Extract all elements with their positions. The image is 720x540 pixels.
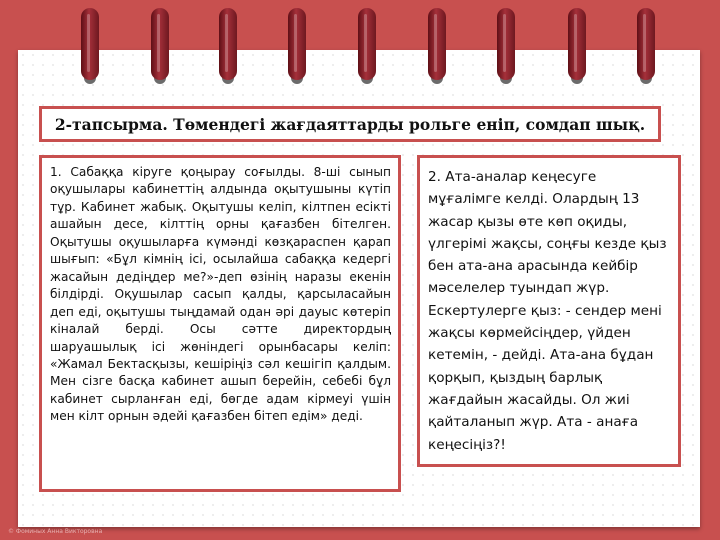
binder-ring: [288, 8, 306, 84]
author-watermark: © Фоминых Анна Викторовна: [8, 528, 103, 535]
situation-1-text: 1. Сабаққа кіруге қоңырау соғылды. 8-ші сынып оқушылары кабинеттің алдында оқытушыны күтіп тұр. Кабинет жабық. Оқытушы келіп, кілтпен есікті ашайын десе, кілттің орны қағазбен бітелген. Оқытушы оқушыларға күмәнді көзқараспен қарап шығып: «Бұл кімнің ісі, осылайша сабаққа кедергі жасайын дедіңдер ме?»-деп өзінің наразы екенін білдірді. Оқушылар сасып қалды, қарсыласайын деп еді, оқытушы тыңдамай одан әрі дауыс көтеріп кіналай берді. Осы сәтте директордың шаруашылық ісі жөніндегі орынбасары келіп: «Жамал Бектасқызы, кешіріңіз сәл кешігіп қалдым. Мен сізге басқа кабинет ашып берейін, себебі бұл кабинет сырланған еді, бөгде адам кірмеуі үшін мен кілт орнын әдейі қағазбен бітеп едім» деді.: [39, 155, 401, 492]
binder-ring: [219, 8, 237, 84]
binder-ring: [497, 8, 515, 84]
binder-ring: [151, 8, 169, 84]
binder-ring: [358, 8, 376, 84]
binder-rings: [0, 0, 720, 110]
binder-ring: [637, 8, 655, 84]
binder-ring: [81, 8, 99, 84]
binder-ring: [428, 8, 446, 84]
situation-2-text: 2. Ата-аналар кеңесуге мұғалімге келді. Олардың 13 жасар қызы өте көп оқиды, үлгерімі жақсы, соңғы кезде қыз бен ата-ана арасында кейбір мәселелер туындап жүр. Ескертулерге қыз: - сендер мені жақсы көрмейсіңдер, үйден кетемін, - дейді. Ата-ана бұдан қорқып, қыздың барлық жағдайын жасайды. Ол жиі қайталанып жүр. Ата - анаға кеңесіңіз?!: [417, 155, 681, 467]
binder-ring: [568, 8, 586, 84]
task-title: 2-тапсырма. Төмендегі жағдаяттарды рольге еніп, сомдап шық.: [39, 106, 661, 142]
